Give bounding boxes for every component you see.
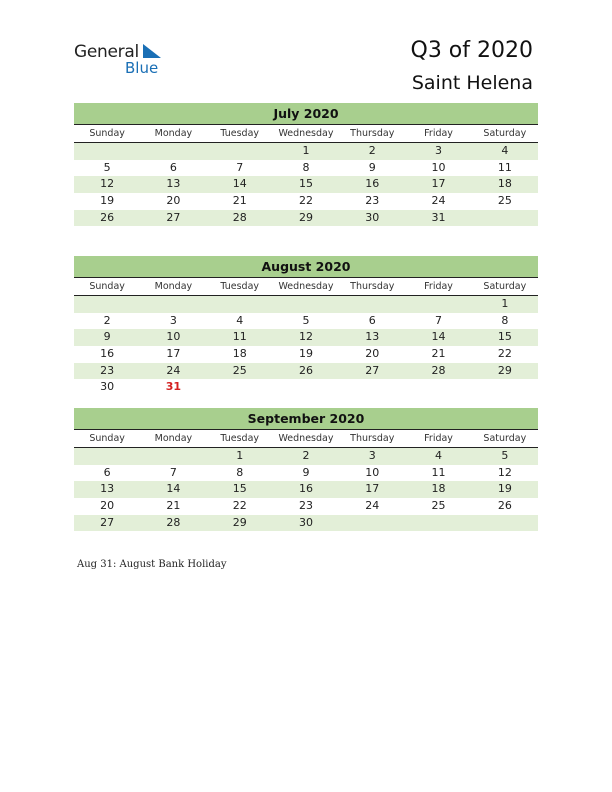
day-cell: 8 xyxy=(501,313,509,327)
weekday-header-row xyxy=(74,430,538,448)
day-cell xyxy=(472,379,538,396)
weekday-label: Friday xyxy=(424,433,453,444)
day-cell: 6 xyxy=(368,313,376,327)
day-cell: 28 xyxy=(166,515,181,529)
day-cell: 30 xyxy=(298,515,313,529)
week-row xyxy=(74,379,538,396)
weekday-header-row xyxy=(74,278,538,296)
day-cell: 2 xyxy=(103,313,111,327)
day-cell: 12 xyxy=(298,330,313,344)
day-cell: 16 xyxy=(100,347,115,361)
day-cell: 16 xyxy=(298,482,313,496)
day-cell: 10 xyxy=(431,160,446,174)
day-cell xyxy=(207,296,273,313)
day-cell: 9 xyxy=(302,465,310,479)
day-cell: 7 xyxy=(435,313,443,327)
day-cell: 9 xyxy=(368,160,376,174)
weekday-label: Sunday xyxy=(89,281,125,292)
day-cell xyxy=(140,143,206,160)
week-row xyxy=(74,498,538,515)
day-cell: 1 xyxy=(302,144,310,157)
day-cell: 3 xyxy=(368,449,376,462)
week-row xyxy=(74,296,538,313)
weekday-label: Saturday xyxy=(483,281,527,292)
weekday-label: Wednesday xyxy=(278,128,334,139)
day-cell: 7 xyxy=(169,465,177,479)
calendar-september xyxy=(74,408,538,531)
day-cell: 12 xyxy=(497,465,512,479)
day-cell: 3 xyxy=(169,313,177,327)
logo-word-general: General xyxy=(74,42,139,62)
day-cell xyxy=(74,296,140,313)
day-cell: 11 xyxy=(232,330,247,344)
day-cell: 19 xyxy=(100,194,115,208)
title-block xyxy=(411,36,534,98)
logo-word-blue: Blue xyxy=(125,59,159,77)
weekday-label: Thursday xyxy=(350,433,395,444)
day-cell: 14 xyxy=(431,330,446,344)
week-row xyxy=(74,346,538,363)
day-cell xyxy=(207,143,273,160)
weekday-label: Monday xyxy=(154,281,193,292)
day-cell: 26 xyxy=(100,210,115,224)
day-cell: 26 xyxy=(298,363,313,377)
day-cell: 6 xyxy=(169,160,177,174)
day-cell: 21 xyxy=(166,499,181,513)
day-cell: 29 xyxy=(497,363,512,377)
day-cell: 25 xyxy=(232,363,247,377)
weekday-label: Monday xyxy=(154,128,193,139)
day-cell: 21 xyxy=(232,194,247,208)
week-row xyxy=(74,193,538,210)
day-cell: 15 xyxy=(232,482,247,496)
day-cell: 1 xyxy=(236,449,244,462)
weekday-label: Wednesday xyxy=(278,433,334,444)
day-cell: 23 xyxy=(100,363,115,377)
week-row xyxy=(74,160,538,177)
day-cell: 8 xyxy=(236,465,244,479)
day-cell: 20 xyxy=(365,347,380,361)
day-cell: 29 xyxy=(232,515,247,529)
weekday-label: Tuesday xyxy=(220,433,260,444)
week-row xyxy=(74,363,538,380)
week-row xyxy=(74,176,538,193)
week-row xyxy=(74,329,538,346)
calendar-july xyxy=(74,103,538,226)
weeks-container xyxy=(74,143,538,226)
day-cell: 29 xyxy=(298,210,313,224)
day-cell: 10 xyxy=(166,330,181,344)
day-cell xyxy=(472,210,538,227)
day-cell: 5 xyxy=(302,313,310,327)
day-cell: 4 xyxy=(501,144,509,157)
page-title: Q3 of 2020 xyxy=(410,38,533,63)
day-cell: 2 xyxy=(368,144,376,157)
day-cell: 14 xyxy=(232,177,247,191)
weeks-container xyxy=(74,448,538,531)
weekday-header-row xyxy=(74,125,538,143)
month-title: July 2020 xyxy=(74,103,538,125)
day-cell: 22 xyxy=(232,499,247,513)
day-cell xyxy=(273,296,339,313)
week-row xyxy=(74,448,538,465)
day-cell: 4 xyxy=(435,449,443,462)
day-cell: 24 xyxy=(166,363,181,377)
day-cell: 28 xyxy=(232,210,247,224)
day-cell: 15 xyxy=(298,177,313,191)
day-cell: 17 xyxy=(166,347,181,361)
week-row xyxy=(74,313,538,330)
day-cell xyxy=(74,143,140,160)
day-cell: 23 xyxy=(365,194,380,208)
day-cell xyxy=(207,379,273,396)
weekday-label: Thursday xyxy=(350,281,395,292)
day-cell: 21 xyxy=(431,347,446,361)
day-cell xyxy=(405,296,471,313)
day-cell: 30 xyxy=(100,380,115,394)
weekday-label: Tuesday xyxy=(220,128,260,139)
day-cell: 27 xyxy=(100,515,115,529)
day-cell: 22 xyxy=(497,347,512,361)
day-cell xyxy=(339,379,405,396)
week-row xyxy=(74,481,538,498)
calendar-august xyxy=(74,256,538,396)
weekday-label: Sunday xyxy=(89,433,125,444)
day-cell: 2 xyxy=(302,449,310,462)
day-cell xyxy=(140,448,206,465)
day-cell: 17 xyxy=(365,482,380,496)
day-cell: 26 xyxy=(497,499,512,513)
day-cell xyxy=(405,379,471,396)
day-cell: 31 xyxy=(165,380,182,394)
day-cell: 11 xyxy=(497,160,512,174)
day-cell: 20 xyxy=(166,194,181,208)
weekday-label: Sunday xyxy=(89,128,125,139)
day-cell: 22 xyxy=(298,194,313,208)
day-cell: 25 xyxy=(497,194,512,208)
logo-triangle-icon xyxy=(141,44,163,60)
day-cell: 31 xyxy=(431,210,446,224)
page-subtitle: Saint Helena xyxy=(411,72,533,94)
day-cell: 30 xyxy=(365,210,380,224)
weekday-label: Wednesday xyxy=(278,281,334,292)
weekday-label: Thursday xyxy=(350,128,395,139)
day-cell: 3 xyxy=(435,144,443,157)
weeks-container xyxy=(74,296,538,396)
day-cell: 13 xyxy=(166,177,181,191)
week-row xyxy=(74,210,538,227)
day-cell: 11 xyxy=(431,465,446,479)
day-cell: 16 xyxy=(365,177,380,191)
day-cell: 24 xyxy=(431,194,446,208)
day-cell: 19 xyxy=(497,482,512,496)
weekday-label: Monday xyxy=(154,433,193,444)
week-row xyxy=(74,143,538,160)
day-cell: 25 xyxy=(431,499,446,513)
day-cell: 13 xyxy=(100,482,115,496)
day-cell: 27 xyxy=(365,363,380,377)
week-row xyxy=(74,465,538,482)
day-cell: 18 xyxy=(232,347,247,361)
logo xyxy=(74,42,184,82)
day-cell xyxy=(472,515,538,532)
holiday-footnote: Aug 31: August Bank Holiday xyxy=(77,559,227,570)
day-cell: 9 xyxy=(103,330,111,344)
day-cell: 17 xyxy=(431,177,446,191)
day-cell: 18 xyxy=(497,177,512,191)
day-cell: 14 xyxy=(166,482,181,496)
month-title: September 2020 xyxy=(74,408,538,430)
day-cell: 19 xyxy=(298,347,313,361)
day-cell: 6 xyxy=(103,465,111,479)
week-row xyxy=(74,515,538,532)
day-cell: 10 xyxy=(365,465,380,479)
day-cell: 18 xyxy=(431,482,446,496)
day-cell: 27 xyxy=(166,210,181,224)
day-cell xyxy=(339,515,405,532)
day-cell xyxy=(74,448,140,465)
day-cell: 20 xyxy=(100,499,115,513)
day-cell xyxy=(405,515,471,532)
weekday-label: Saturday xyxy=(483,128,527,139)
weekday-label: Friday xyxy=(424,281,453,292)
day-cell: 15 xyxy=(497,330,512,344)
month-title: August 2020 xyxy=(74,256,538,278)
day-cell: 23 xyxy=(298,499,313,513)
day-cell xyxy=(140,296,206,313)
day-cell: 24 xyxy=(365,499,380,513)
day-cell xyxy=(339,296,405,313)
day-cell xyxy=(273,379,339,396)
day-cell: 5 xyxy=(103,160,111,174)
day-cell: 28 xyxy=(431,363,446,377)
day-cell: 7 xyxy=(236,160,244,174)
day-cell: 5 xyxy=(501,449,509,462)
day-cell: 8 xyxy=(302,160,310,174)
weekday-label: Friday xyxy=(424,128,453,139)
day-cell: 13 xyxy=(365,330,380,344)
day-cell: 12 xyxy=(100,177,115,191)
weekday-label: Tuesday xyxy=(220,281,260,292)
day-cell: 4 xyxy=(236,313,244,327)
weekday-label: Saturday xyxy=(483,433,527,444)
day-cell: 1 xyxy=(501,297,509,310)
